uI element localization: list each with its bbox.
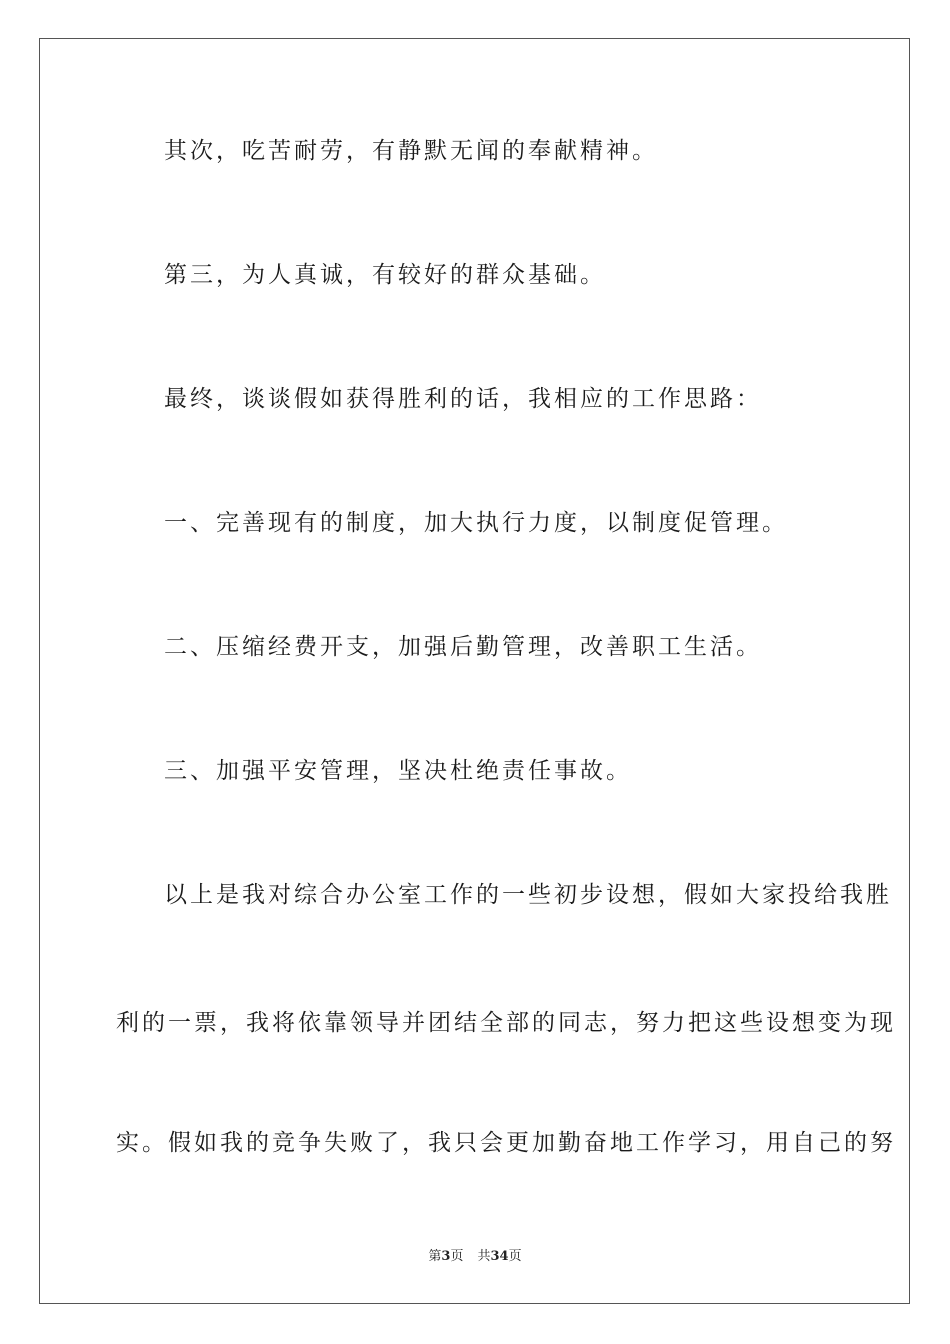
paragraph-line: 三、加强平安管理，坚决杜绝责任事故。 (164, 758, 632, 784)
page-footer (0, 1249, 950, 1265)
closing-paragraph-line: 实。假如我的竞争失败了，我只会更加勤奋地工作学习，用自己的努 (116, 1130, 896, 1156)
paragraph-line: 其次，吃苦耐劳，有静默无闻的奉献精神。 (164, 138, 658, 164)
total-page-count: 34 (490, 1249, 509, 1264)
paragraph-line: 最终，谈谈假如获得胜利的话，我相应的工作思路： (164, 386, 762, 412)
page-prefix: 第 (428, 1249, 442, 1264)
total-prefix: 共 (477, 1249, 491, 1264)
total-suffix: 页 (508, 1249, 522, 1264)
paragraph-line: 第三，为人真诚，有较好的群众基础。 (164, 262, 606, 288)
current-page-number: 3 (441, 1249, 451, 1264)
paragraph-line: 二、压缩经费开支，加强后勤管理，改善职工生活。 (164, 634, 762, 660)
paragraph-line: 一、完善现有的制度，加大执行力度，以制度促管理。 (164, 510, 788, 536)
closing-paragraph-line: 以上是我对综合办公室工作的一些初步设想，假如大家投给我胜 (164, 882, 892, 908)
page-border (39, 38, 910, 1304)
page-suffix: 页 (450, 1249, 464, 1264)
closing-paragraph-line: 利的一票，我将依靠领导并团结全部的同志，努力把这些设想变为现 (116, 1010, 896, 1036)
